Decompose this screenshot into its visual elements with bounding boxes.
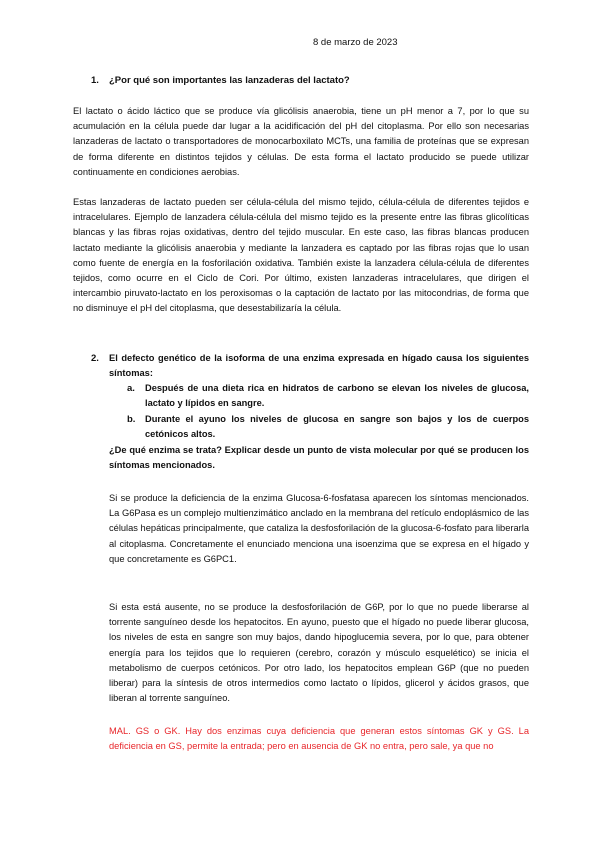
question-2-number: 2. (91, 353, 99, 364)
question-2-question: ¿De qué enzima se trata? Explicar desde un punto de vista molecular por qué se producen los síntomas mencionados. (109, 445, 529, 471)
teacher-correction: MAL. GS o GK. Hay dos enzimas cuya deficiencia que generan estos síntomas GK y GS. La deficiencia en GS, permite la entrada; pero en ausencia de GK no entra, pero sale, ya que no (109, 726, 529, 752)
question-2-item-a: Después de una dieta rica en hidratos de carbono se elevan los niveles de glucosa, lactato y lípidos en sangre. (145, 383, 529, 409)
question-1-title: ¿Por qué son importantes las lanzaderas del lactato? (109, 75, 350, 86)
document-date: 8 de marzo de 2023 (313, 37, 398, 48)
question-1-paragraph-1: El lactato o ácido láctico que se produce vía glicólisis anaerobia, tiene un pH menor a 7, por lo que su acumulación en la célula puede dar lugar a la acidificación del pH del citoplasma. Por ello son necesarias lanzaderas de lactato o transportadores de monocarboxilato MCTs, una familia de proteínas que se expresan de forma diferente en distintos tejidos y células. De esta forma el lactato producido se puede utilizar continuamente en condiciones aerobias. (73, 106, 529, 177)
question-2-item-b: Durante el ayuno los niveles de glucosa en sangre son bajos y los de cuerpos cetónicos altos. (145, 414, 529, 440)
question-2-item-b-marker: b. (127, 414, 136, 425)
question-2-answer-paragraph-1: Si se produce la deficiencia de la enzima Glucosa-6-fosfatasa aparecen los síntomas mencionados. La G6Pasa es un complejo multienzimático anclado en la membrana del retículo endoplásmico de las células hepáticas principalmente, que cataliza la desfosforilación de la glucosa-6-fosfato para liberarla al citoplasma. Concretamente el enunciado menciona una isoenzima que se expresa en el hígado y que concretamente es G6PC1. (109, 493, 529, 564)
question-1-paragraph-2: Estas lanzaderas de lactato pueden ser célula-célula del mismo tejido, célula-célula de diferentes tejidos e intracelulares. Ejemplo de lanzadera célula-célula del mismo tejido es la presente entre las fibras glicolíticas blancas y las fibras rojas oxidativas, dentro del tejido muscular. En este caso, las fibras blancas producen lactato mediante la glicólisis anaerobia y mediante la lanzadera es captado por las fibras rojas que lo usan como fuente de energía en la fosforilación oxidativa. También existe la lanzadera célula-célula de diferentes tejidos, como ocurre en el Ciclo de Cori. Por último, existen lanzaderas intracelulares, que dirigen el intercambio piruvato-lactato en los peroxisomas o la captación de lactato por las mitocondrias, de forma que no disminuye el pH del citoplasma, que desestabilizaría la célula. (73, 197, 529, 314)
question-2-item-a-marker: a. (127, 383, 135, 394)
question-2-intro: El defecto genético de la isoforma de una enzima expresada en hígado causa los siguientes síntomas: (109, 353, 529, 379)
question-2-answer-paragraph-2: Si esta está ausente, no se produce la desfosforilación de G6P, por lo que no puede liberarse al torrente sanguíneo desde los hepatocitos. En ayuno, puesto que el hígado no puede liberar glucosa, los niveles de esta en sangre son muy bajos, dando hipoglucemia severa, por lo que, para obtener energía para los tejidos que lo requieren (cerebro, corazón y músculo esquelético) se inicia el metabolismo de cuerpos cetónicos. Por otro lado, los hepatocitos emplean G6P (que no pueden liberar) para la síntesis de otros intermedios como lactato o lípidos, glicerol y ácidos grasos, que liberan al torrente sanguíneo. (109, 602, 529, 704)
question-1-number: 1. (91, 75, 99, 86)
